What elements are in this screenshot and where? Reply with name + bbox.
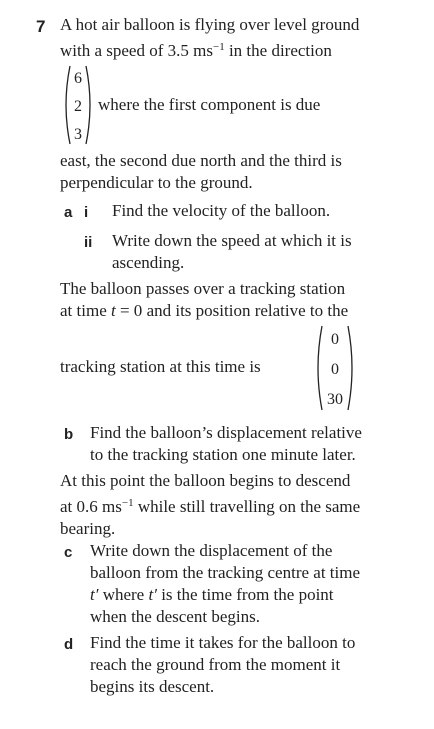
position-vector-z: 30 bbox=[327, 391, 343, 408]
axes-description: east, the second due north and the third is perpendicular to the ground. bbox=[60, 151, 342, 192]
direction-description: where the first component is due bbox=[98, 95, 321, 114]
intro-line-2: with a speed of 3.5 $ms^{-1}$ in the direction bbox=[60, 41, 332, 60]
part-a-i-text: Find the velocity of the balloon. bbox=[112, 201, 331, 220]
part-a-label: a bbox=[64, 204, 73, 221]
part-a-i-label: i bbox=[84, 204, 89, 221]
position-vector bbox=[312, 324, 358, 412]
direction-vector-z: 3 bbox=[74, 126, 82, 143]
tracking-intro: The balloon passes over a tracking station at time t = 0 and its position relative to the bbox=[60, 279, 349, 320]
part-b-label: b bbox=[64, 426, 74, 443]
question-number: 7 bbox=[36, 17, 46, 36]
direction-vector-x: 6 bbox=[74, 70, 82, 87]
part-d-label: d bbox=[64, 636, 74, 653]
part-a-ii-text: Write down the speed at which it is ascending. bbox=[112, 231, 352, 272]
descent-paragraph: At this point the balloon begins to descend at 0.6 $ms^{-1}$ while still travelling on the same bearing. bbox=[60, 471, 361, 538]
direction-vector-y: 2 bbox=[74, 98, 82, 115]
part-b-text: Find the balloon’s displacement relative to the tracking station one minute later. bbox=[90, 423, 362, 464]
intro-line-1: A hot air balloon is flying over level ground bbox=[60, 15, 360, 34]
position-vector-x: 0 bbox=[331, 331, 339, 348]
part-c-label: c bbox=[64, 544, 73, 561]
part-d-text: Find the time it takes for the balloon to reach the ground from the moment it begins its descent. bbox=[90, 633, 356, 696]
tracking-text: tracking station at this time is bbox=[60, 357, 261, 376]
part-c-text: Write down the displacement of the balloon from the tracking centre at time t′ where t′ is the time from the point when the descent begins. bbox=[90, 541, 361, 626]
question-intro bbox=[60, 14, 430, 62]
position-vector-y: 0 bbox=[331, 361, 339, 378]
direction-vector bbox=[60, 64, 96, 146]
part-a-ii-label: ii bbox=[84, 234, 93, 251]
